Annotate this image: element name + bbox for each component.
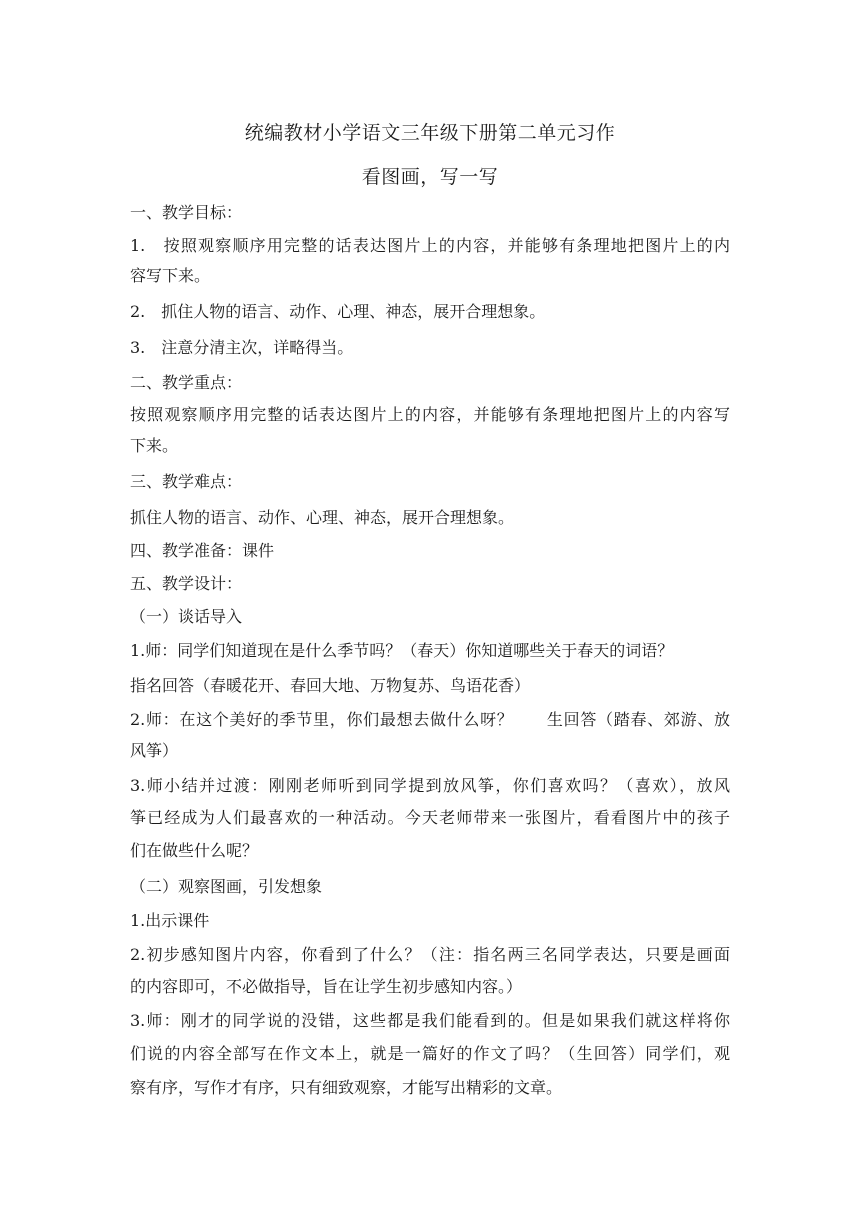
paragraph-line: 1. 按照观察顺序用完整的话表达图片上的内容，并能够有条理地把图片上的内: [130, 236, 730, 255]
paragraph-line: 容写下来。: [130, 266, 211, 285]
paragraph-line: 1.出示课件: [130, 911, 210, 930]
paragraph-line: 3.师：刚才的同学说的没错，这些都是我们能看到的。但是如果我们就这样将你: [130, 1011, 730, 1030]
section-heading-difficulty: 三、教学难点：: [130, 472, 243, 491]
document-title: 统编教材小学语文三年级下册第二单元习作: [244, 122, 616, 144]
paragraph-line: 的内容即可，不必做指导，旨在让学生初步感知内容。）: [130, 977, 523, 996]
paragraph-line: 3. 注意分清主次，详略得当。: [130, 338, 354, 357]
paragraph-line: 风筝）: [130, 741, 179, 760]
paragraph-line: 抓住人物的语言、动作、心理、神态，展开合理想象。: [130, 508, 515, 527]
paragraph-line: 2.初步感知图片内容，你看到了什么？（注：指名两三名同学表达，只要是画面: [130, 945, 730, 964]
subsection-heading: （二）观察图画，引发想象: [130, 877, 323, 896]
subsection-heading: （一）谈话导入: [130, 607, 243, 626]
paragraph-line: 察有序，写作才有序，只有细致观察，才能写出精彩的文章。: [130, 1078, 563, 1097]
section-heading-design: 五、教学设计：: [130, 574, 243, 593]
paragraph-line: 们在做些什么呢？: [130, 841, 259, 860]
section-heading-preparation: 四、教学准备：课件: [130, 541, 275, 560]
paragraph-line: 3.师小结并过渡：刚刚老师听到同学提到放风筝，你们喜欢吗？（喜欢），放风: [130, 776, 730, 795]
section-heading-focus: 二、教学重点：: [130, 373, 243, 392]
paragraph-line: 2.师：在这个美好的季节里，你们最想去做什么呀？ 生回答（踏春、郊游、放: [130, 710, 730, 729]
paragraph-line: 2. 抓住人物的语言、动作、心理、神态，展开合理想象。: [130, 302, 546, 321]
paragraph-line: 下来。: [130, 436, 179, 455]
paragraph-line: 筝已经成为人们最喜欢的一种活动。今天老师带来一张图片，看看图片中的孩子: [130, 808, 730, 827]
paragraph-line: 指名回答（春暖花开、春回大地、万物复苏、鸟语花香）: [130, 676, 531, 695]
paragraph-line: 1.师：同学们知道现在是什么季节吗？（春天）你知道哪些关于春天的词语？: [130, 641, 674, 660]
paragraph-line: 按照观察顺序用完整的话表达图片上的内容，并能够有条理地把图片上的内容写: [130, 405, 730, 424]
document-subtitle: 看图画，写一写: [361, 166, 499, 188]
paragraph-line: 们说的内容全部写在作文本上，就是一篇好的作文了吗？（生回答）同学们，观: [130, 1044, 730, 1063]
section-heading-objectives: 一、教学目标：: [130, 203, 243, 222]
